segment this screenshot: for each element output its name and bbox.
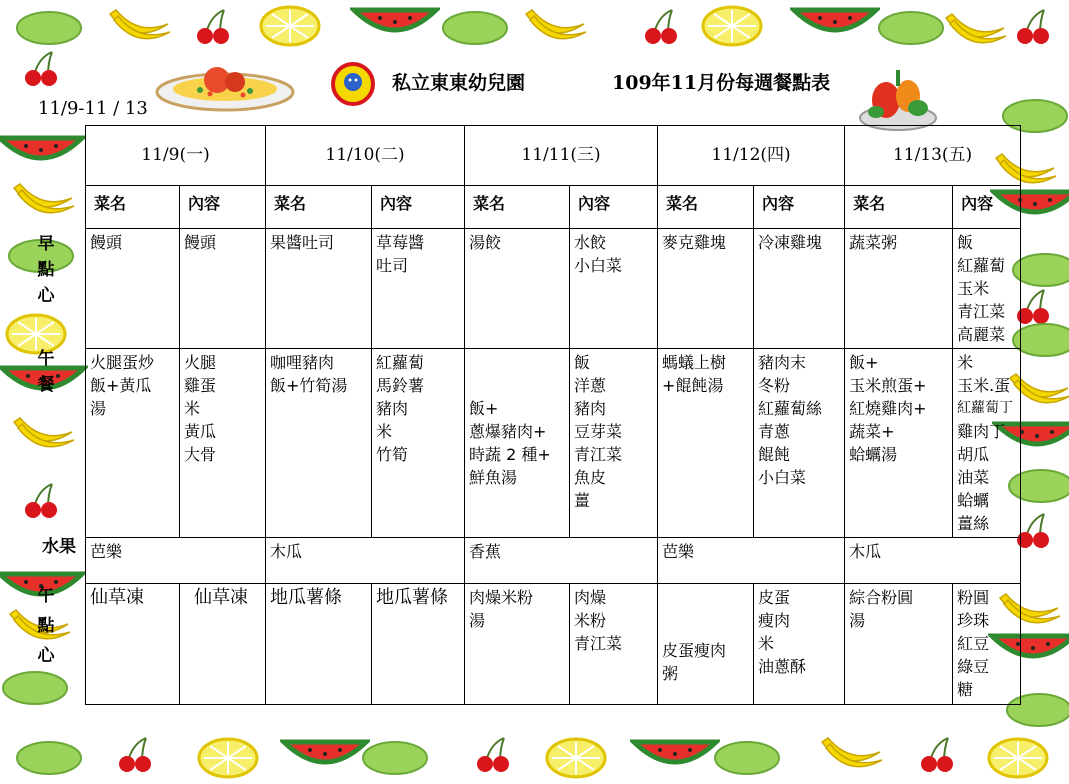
menu-text-line: 咖哩豬肉 (270, 353, 335, 372)
meal-label-char: 餐 (37, 375, 55, 395)
table-row (86, 584, 1021, 705)
menu-text-line: 薑絲 (957, 514, 990, 533)
banana-icon (816, 734, 886, 778)
menu-text-line: 米 (184, 399, 201, 418)
menu-text-line: 飯 (574, 353, 591, 372)
menu-text-line: 蔥爆豬肉+ (469, 422, 547, 441)
snack-content-cell (953, 584, 1021, 705)
fruit-cell: 芭樂 (658, 538, 845, 584)
watermelon-icon (630, 738, 720, 776)
meal-label (32, 534, 86, 560)
snack-content-cell (372, 584, 465, 705)
cherry-icon (18, 480, 66, 524)
day-header: 11/10(二) (266, 126, 465, 186)
fruit-cell: 香蕉 (465, 538, 658, 584)
food-plate-icon (155, 56, 295, 112)
vegetable-basket-icon (856, 62, 940, 134)
snack-dish-cell (845, 584, 953, 705)
meal-label-char: 心 (37, 646, 55, 666)
snack-dish-cell (465, 584, 570, 705)
banana-icon (104, 6, 174, 50)
meal-label-char: 點 (37, 616, 55, 636)
meal-label-char: 午 (37, 349, 55, 369)
lemon-slice-icon (700, 4, 764, 52)
table-row (86, 349, 1021, 538)
content-column-header: 內容 (953, 186, 1021, 229)
lunch-dish-cell (845, 349, 953, 538)
menu-text-line: 豆芽菜 (574, 422, 623, 441)
dish-column-header: 菜名 (86, 186, 180, 229)
menu-text-line: 肉燥米粉 (469, 588, 534, 607)
menu-text-line: 青江菜 (574, 445, 623, 464)
menu-text-line: 水餃 (574, 233, 607, 252)
menu-text-line: 飯+ (849, 353, 879, 372)
menu-text-line: 玉米 (957, 279, 990, 298)
menu-text-line: 紅燒雞肉+ (849, 399, 927, 418)
meal-label-char: 水果 (42, 537, 76, 557)
day-header: 11/12(四) (658, 126, 845, 186)
breakfast-dish-cell (658, 229, 754, 349)
menu-text-line: 米粉 (574, 611, 607, 630)
menu-text-line: 地瓜薯條 (376, 587, 449, 608)
lunch-dish-cell (658, 349, 754, 538)
lunch-content-cell (180, 349, 266, 538)
cherry-icon (914, 734, 962, 778)
menu-text-line: 火腿蛋炒 (90, 353, 155, 372)
menu-text-line: 飯+竹筍湯 (270, 376, 348, 395)
lemon-slice-icon (258, 4, 322, 52)
meal-label (26, 231, 66, 309)
fruit-cell: 木瓜 (266, 538, 465, 584)
dish-column-header: 菜名 (266, 186, 372, 229)
menu-text-line: 螞蟻上樹 (662, 353, 727, 372)
breakfast-dish-cell (845, 229, 953, 349)
watermelon-icon (280, 738, 370, 776)
lunch-dish-cell (465, 349, 570, 538)
content-column-header: 內容 (372, 186, 465, 229)
menu-text-line: 冬粉 (758, 376, 791, 395)
day-header: 11/11(三) (465, 126, 658, 186)
banana-icon (520, 6, 590, 50)
menu-text-line: 冷凍雞塊 (758, 233, 823, 252)
menu-text-line: 洋蔥 (574, 376, 607, 395)
watermelon-icon (0, 134, 86, 172)
menu-text-line: 雞肉丁 (957, 422, 1006, 441)
menu-text-line: 米 (758, 634, 775, 653)
breakfast-dish-cell (465, 229, 570, 349)
menu-text-line: 湯 (849, 611, 866, 630)
menu-text-line: 紅豆 (957, 634, 990, 653)
menu-text-line: 鮮魚湯 (469, 468, 518, 487)
cherry-icon (190, 6, 238, 50)
menu-text-line: 仙草凍 (194, 587, 248, 608)
menu-text-line: 油菜 (957, 468, 990, 487)
menu-text-line: 小白菜 (574, 256, 623, 275)
snack-dish-cell (86, 584, 180, 705)
menu-text-line: 麥克雞塊 (662, 233, 727, 252)
breakfast-dish-cell (86, 229, 180, 349)
cherry-icon (18, 48, 66, 92)
cherry-icon (1010, 6, 1058, 50)
menu-text-line: 果醬吐司 (270, 233, 335, 252)
menu-text-line: 蔬菜粥 (849, 233, 898, 252)
breakfast-content-cell (953, 229, 1021, 349)
content-column-header: 內容 (754, 186, 845, 229)
day-header: 11/13(五) (845, 126, 1021, 186)
menu-text-line: 時蔬 2 種+ (469, 445, 551, 464)
week-range: 11/9-11 / 13 (38, 98, 148, 119)
menu-text-line: 米 (957, 353, 974, 372)
menu-text-line: 薑 (574, 491, 591, 510)
menu-text-line: 湯 (90, 399, 107, 418)
menu-text-line: 糖 (957, 680, 974, 699)
menu-text-line: 綜合粉圓 (849, 588, 914, 607)
menu-text-line: 紅蘿蔔丁 (957, 400, 1014, 416)
menu-text-line: 湯 (469, 611, 486, 630)
menu-text-line: 雞蛋 (184, 376, 217, 395)
school-logo-icon (324, 62, 382, 106)
menu-text-line: 黃瓜 (184, 422, 217, 441)
banana-icon (8, 414, 78, 458)
snack-content-cell (180, 584, 266, 705)
menu-text-line: 吐司 (376, 256, 409, 275)
menu-text-line: 珍珠 (957, 611, 990, 630)
content-column-header: 內容 (180, 186, 266, 229)
menu-text-line: +餛飩湯 (662, 376, 724, 395)
cherry-icon (470, 734, 518, 778)
menu-text-line: 小白菜 (758, 468, 807, 487)
lunch-dish-cell (86, 349, 180, 538)
melon-icon (14, 738, 84, 782)
dish-column-header: 菜名 (845, 186, 953, 229)
day-header: 11/9(一) (86, 126, 266, 186)
banana-icon (8, 180, 78, 224)
melon-icon (360, 738, 430, 782)
menu-text-line: 皮蛋瘦肉 (662, 641, 727, 660)
lunch-dish-cell (266, 349, 372, 538)
fruit-cell: 芭樂 (86, 538, 266, 584)
menu-text-line: 饅頭 (184, 233, 217, 252)
menu-text-line: 高麗菜 (957, 325, 1006, 344)
lunch-content-cell (372, 349, 465, 538)
breakfast-content-cell (180, 229, 266, 349)
menu-text-line: 大骨 (184, 445, 217, 464)
lunch-content-cell (754, 349, 845, 538)
menu-text-line: 紅蘿蔔 (957, 256, 1006, 275)
menu-text-line: 紅蘿蔔 (376, 353, 425, 372)
melon-icon (440, 8, 510, 52)
menu-text-line: 豬肉末 (758, 353, 807, 372)
melon-icon (14, 8, 84, 52)
content-column-header: 內容 (570, 186, 658, 229)
watermelon-icon (350, 6, 440, 44)
dish-column-header: 菜名 (658, 186, 754, 229)
menu-text-line: 竹筍 (376, 445, 409, 464)
banana-icon (940, 10, 1010, 54)
meal-label-char: 心 (37, 286, 55, 306)
menu-title: 109年11月份每週餐點表 (612, 72, 831, 94)
menu-text-line: 油蔥酥 (758, 657, 807, 676)
breakfast-content-cell (570, 229, 658, 349)
snack-dish-cell (658, 584, 754, 705)
meal-label (26, 581, 66, 671)
menu-text-line: 豬肉 (574, 399, 607, 418)
menu-text-line: 魚皮 (574, 468, 607, 487)
menu-text-line: 飯 (957, 233, 974, 252)
menu-text-line: 湯餃 (469, 233, 502, 252)
menu-text-line: 蔬菜+ (849, 422, 895, 441)
melon-icon (0, 668, 70, 712)
menu-text-line: 胡瓜 (957, 445, 990, 464)
menu-text-line: 馬鈴薯 (376, 376, 425, 395)
melon-icon (712, 738, 782, 782)
menu-text-line: 飯+黃瓜 (90, 376, 152, 395)
menu-text-line: 餛飩 (758, 445, 791, 464)
menu-text-line: 蛤蠣湯 (849, 445, 898, 464)
menu-text-line: 玉米煎蛋+ (849, 376, 927, 395)
lunch-content-cell (570, 349, 658, 538)
menu-text-line: 飯+ (469, 399, 499, 418)
watermelon-icon (790, 6, 880, 44)
table-row (86, 229, 1021, 349)
menu-text-line: 青江菜 (574, 634, 623, 653)
snack-dish-cell (266, 584, 372, 705)
menu-text-line: 饅頭 (90, 233, 123, 252)
breakfast-dish-cell (266, 229, 372, 349)
snack-content-cell (570, 584, 658, 705)
menu-text-line: 紅蘿蔔絲 (758, 399, 823, 418)
menu-text-line: 仙草凍 (90, 587, 144, 608)
menu-text-line: 火腿 (184, 353, 217, 372)
menu-text-line: 玉米.蛋 (957, 376, 1011, 395)
meal-label-char: 午 (37, 586, 55, 606)
meal-label-char: 早 (37, 234, 55, 254)
lunch-content-cell (953, 349, 1021, 538)
menu-text-line: 青江菜 (957, 302, 1006, 321)
fruit-cell: 木瓜 (845, 538, 1021, 584)
table-row (86, 126, 1021, 186)
menu-text-line: 粉圓 (957, 588, 990, 607)
menu-text-line: 豬肉 (376, 399, 409, 418)
menu-text-line: 地瓜薯條 (270, 587, 343, 608)
breakfast-content-cell (372, 229, 465, 349)
menu-text-line: 粥 (662, 664, 679, 683)
cherry-icon (638, 6, 686, 50)
menu-text-line: 蛤蠣 (957, 491, 990, 510)
menu-text-line: 瘦肉 (758, 611, 791, 630)
menu-text-line: 肉燥 (574, 588, 607, 607)
menu-text-line: 米 (376, 422, 393, 441)
menu-text-line: 皮蛋 (758, 588, 791, 607)
school-name: 私立東東幼兒園 (392, 72, 526, 94)
breakfast-content-cell (754, 229, 845, 349)
menu-text-line: 草莓醬 (376, 233, 425, 252)
menu-table (85, 125, 1021, 705)
meal-label-char: 點 (37, 260, 55, 280)
meal-label (26, 346, 66, 398)
melon-icon (876, 8, 946, 52)
dish-column-header: 菜名 (465, 186, 570, 229)
snack-content-cell (754, 584, 845, 705)
cherry-icon (112, 734, 160, 778)
menu-text-line: 綠豆 (957, 657, 990, 676)
table-row (86, 186, 1021, 229)
table-row (86, 538, 1021, 584)
menu-text-line: 青蔥 (758, 422, 791, 441)
